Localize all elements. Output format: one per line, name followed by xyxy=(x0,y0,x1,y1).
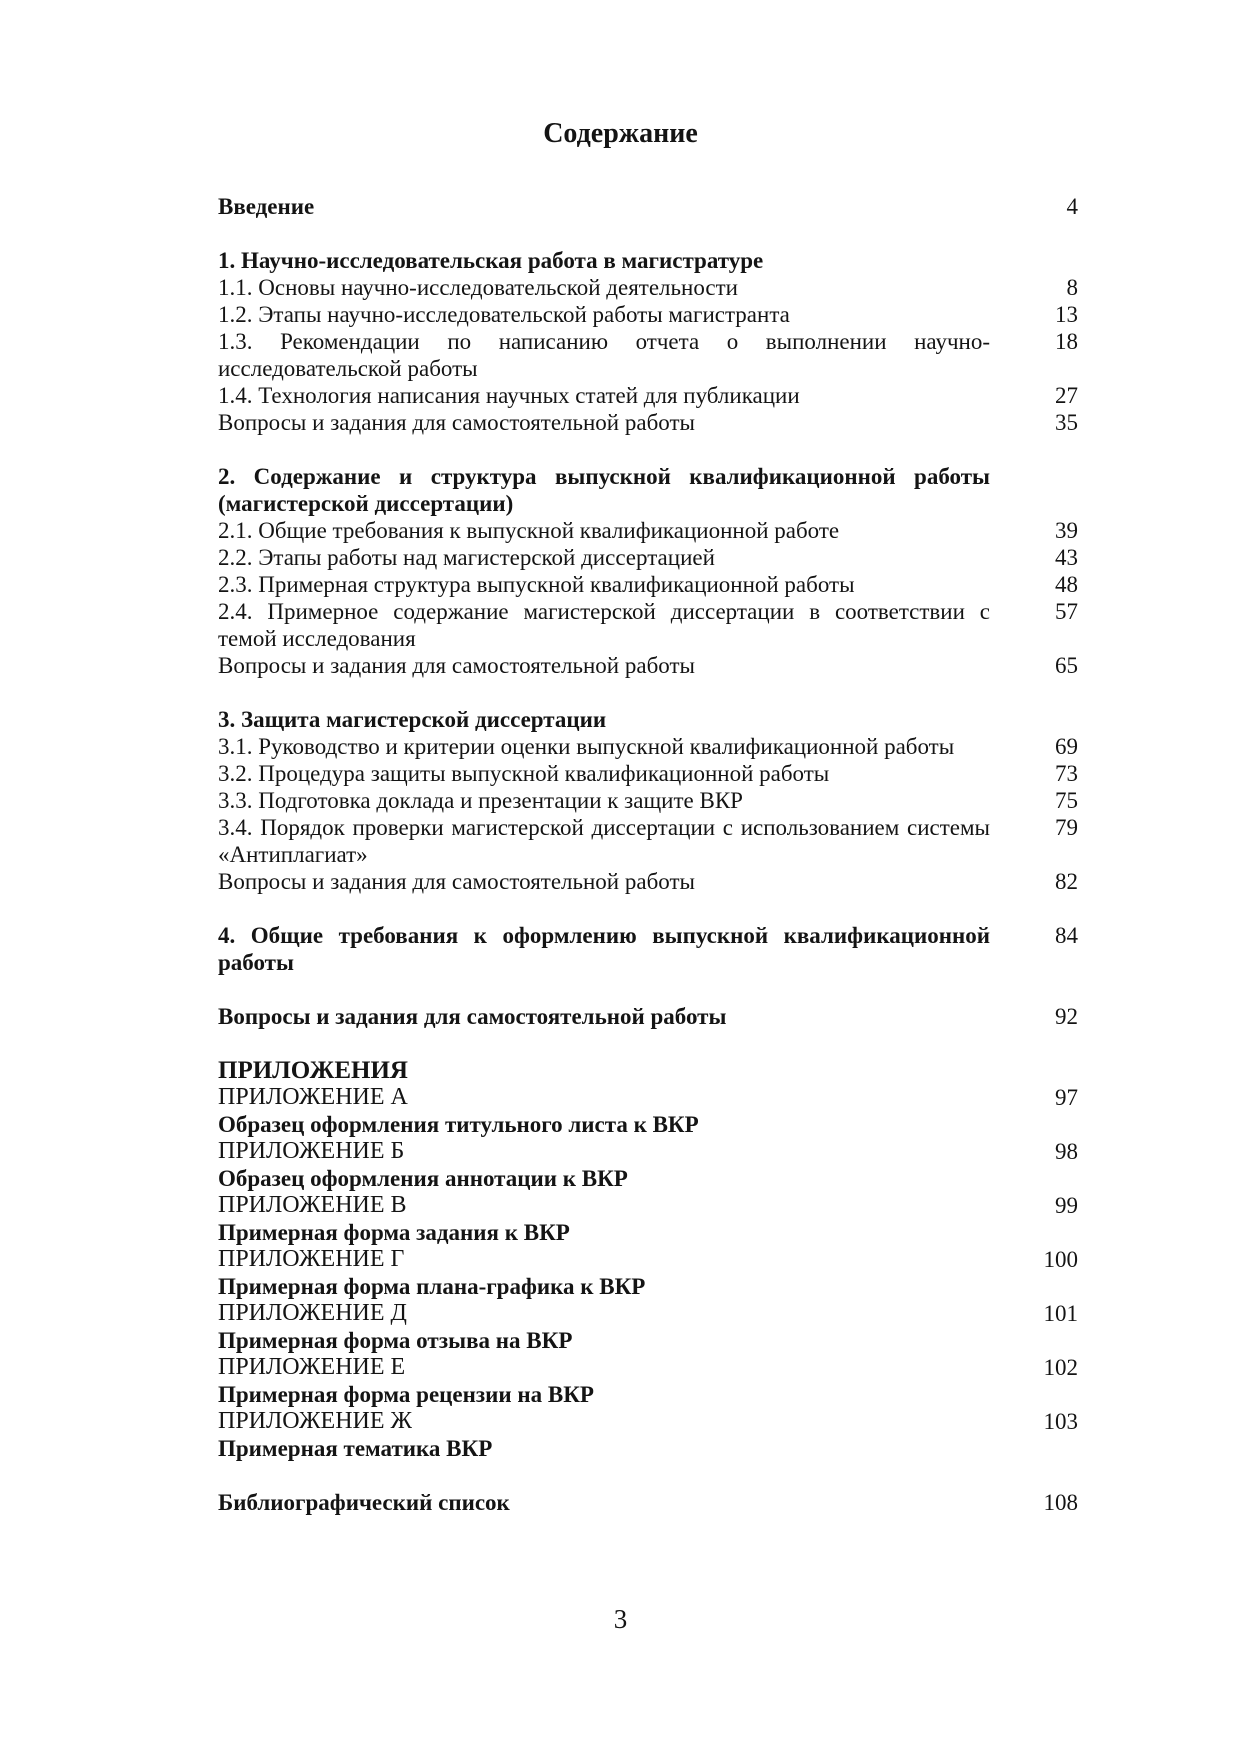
toc-spacer xyxy=(218,895,1078,922)
page-number: 3 xyxy=(613,1604,628,1634)
toc-entry-title: 1.1. Основы научно-исследовательской деятельности xyxy=(218,275,738,300)
toc-entry[interactable] xyxy=(218,544,1078,571)
toc-entry[interactable] xyxy=(218,706,1078,733)
toc-entry-title: Примерная тематика ВКР xyxy=(218,1436,493,1461)
toc-entry-title: 1.2. Этапы научно-исследовательской работы магистранта xyxy=(218,302,790,327)
toc-entry-title: ПРИЛОЖЕНИЕ Г xyxy=(218,1246,405,1272)
toc-entry[interactable] xyxy=(218,652,1078,679)
toc-entry[interactable] xyxy=(218,1435,1078,1462)
toc-entry[interactable] xyxy=(218,193,1078,220)
toc-entry-title: Вопросы и задания для самостоятельной работы xyxy=(218,1004,727,1029)
toc-entry[interactable] xyxy=(218,1084,1078,1111)
toc-entry[interactable] xyxy=(218,598,1078,652)
toc-entry-title: 3.1. Руководство и критерии оценки выпускной квалификационной работы xyxy=(218,734,955,759)
toc-entry[interactable] xyxy=(218,1219,1078,1246)
toc-entry-title: Образец оформления титульного листа к ВКР xyxy=(218,1112,699,1137)
toc-entry[interactable] xyxy=(218,1354,1078,1381)
toc-spacer xyxy=(218,220,1078,247)
toc-entry-title: ПРИЛОЖЕНИЕ Д xyxy=(218,1300,407,1326)
toc-entry-title: 3.3. Подготовка доклада и презентации к защите ВКР xyxy=(218,788,743,813)
toc-entry[interactable] xyxy=(218,1003,1078,1030)
toc-entry-title: 1.4. Технология написания научных статей для публикации xyxy=(218,383,800,408)
toc-entry-title: Образец оформления аннотации к ВКР xyxy=(218,1166,628,1191)
toc-entry-title: ПРИЛОЖЕНИЯ xyxy=(218,1057,408,1084)
toc-entry-title: Вопросы и задания для самостоятельной работы xyxy=(218,410,695,435)
toc-entry[interactable] xyxy=(218,463,1078,517)
toc-entry-page: 8 xyxy=(1066,275,1078,300)
toc-entry[interactable] xyxy=(218,1408,1078,1435)
toc-spacer xyxy=(218,1462,1078,1489)
toc-spacer xyxy=(218,436,1078,463)
toc-entry-title: 1. Научно-исследовательская работа в магистратуре xyxy=(218,248,764,273)
toc-entry-page: 82 xyxy=(1055,869,1078,894)
toc-entry-page: 79 xyxy=(1055,815,1078,840)
toc-entry-page: 13 xyxy=(1055,302,1078,327)
toc-entry-page: 4 xyxy=(1066,194,1078,219)
toc-entry-page: 101 xyxy=(1043,1301,1078,1326)
toc-entry[interactable] xyxy=(218,1138,1078,1165)
toc-entry-title: Введение xyxy=(218,194,315,219)
toc-entry[interactable] xyxy=(218,868,1078,895)
toc-entry[interactable] xyxy=(218,1192,1078,1219)
toc-entry-page: 98 xyxy=(1055,1139,1078,1164)
toc-entry-page: 100 xyxy=(1043,1247,1078,1272)
toc-entry-title: ПРИЛОЖЕНИЕ А xyxy=(218,1084,408,1110)
toc-spacer xyxy=(218,976,1078,1003)
toc-entry-title: 4. Общие требования к оформлению выпускной квалификационной работы xyxy=(218,923,990,975)
toc-entry-title: ПРИЛОЖЕНИЕ Е xyxy=(218,1354,406,1380)
toc-entry-title: 3. Защита магистерской диссертации xyxy=(218,707,607,732)
toc-entry[interactable] xyxy=(218,814,1078,868)
toc-entry[interactable] xyxy=(218,1246,1078,1273)
toc-entry-page: 65 xyxy=(1055,653,1078,678)
toc-spacer xyxy=(218,1030,1078,1057)
toc-entry-title: Примерная форма плана-графика к ВКР xyxy=(218,1274,646,1299)
toc-entry[interactable] xyxy=(218,1381,1078,1408)
toc-entry-title: 2.3. Примерная структура выпускной квалификационной работы xyxy=(218,572,855,597)
toc-entry-page: 43 xyxy=(1055,545,1078,570)
toc-entry-title: Вопросы и задания для самостоятельной работы xyxy=(218,869,695,894)
toc-entry-title: Примерная форма задания к ВКР xyxy=(218,1220,570,1245)
toc-entry-title: ПРИЛОЖЕНИЕ В xyxy=(218,1192,407,1218)
toc-entry[interactable] xyxy=(218,1327,1078,1354)
toc-entry-page: 73 xyxy=(1055,761,1078,786)
toc-entry[interactable] xyxy=(218,1273,1078,1300)
toc-entry-title: Примерная форма рецензии на ВКР xyxy=(218,1382,594,1407)
toc-spacer xyxy=(218,679,1078,706)
toc-entry[interactable] xyxy=(218,301,1078,328)
toc-entry[interactable] xyxy=(218,1300,1078,1327)
toc-entry-page: 75 xyxy=(1055,788,1078,813)
toc-entry[interactable] xyxy=(218,760,1078,787)
table-of-contents xyxy=(218,193,1078,1516)
toc-entry[interactable] xyxy=(218,409,1078,436)
toc-entry-page: 48 xyxy=(1055,572,1078,597)
toc-entry[interactable] xyxy=(218,922,1078,976)
toc-entry-title: 3.2. Процедура защиты выпускной квалификационной работы xyxy=(218,761,830,786)
toc-entry-title: 2.4. Примерное содержание магистерской диссертации в соответствии с темой исследования xyxy=(218,599,990,651)
toc-entry[interactable] xyxy=(218,517,1078,544)
toc-entry-title: ПРИЛОЖЕНИЕ Ж xyxy=(218,1408,413,1434)
toc-entry[interactable] xyxy=(218,1165,1078,1192)
toc-entry-title: 1.3. Рекомендации по написанию отчета о выполнении научно-исследовательской работы xyxy=(218,329,990,381)
toc-entry-title: 2. Содержание и структура выпускной квалификационной работы (магистерской диссертации) xyxy=(218,464,990,516)
toc-entry-title: 2.2. Этапы работы над магистерской диссертацией xyxy=(218,545,715,570)
toc-entry[interactable] xyxy=(218,247,1078,274)
toc-entry-page: 99 xyxy=(1055,1193,1078,1218)
page-title: Содержание xyxy=(543,118,698,149)
toc-entry-page: 97 xyxy=(1055,1085,1078,1110)
toc-entry-page: 57 xyxy=(1055,599,1078,624)
toc-entry-page: 102 xyxy=(1043,1355,1078,1380)
toc-entry-title: Библиографический список xyxy=(218,1490,510,1515)
toc-entry[interactable] xyxy=(218,571,1078,598)
toc-entry-title: Примерная форма отзыва на ВКР xyxy=(218,1328,573,1353)
toc-entry[interactable] xyxy=(218,1489,1078,1516)
toc-entry-page: 27 xyxy=(1055,383,1078,408)
toc-entry-page: 39 xyxy=(1055,518,1078,543)
toc-entry[interactable] xyxy=(218,787,1078,814)
toc-entry[interactable] xyxy=(218,274,1078,301)
toc-entry-title: 3.4. Порядок проверки магистерской диссертации с использованием системы «Антиплагиат» xyxy=(218,815,990,867)
toc-entry-title: ПРИЛОЖЕНИЕ Б xyxy=(218,1138,405,1164)
toc-entry[interactable] xyxy=(218,382,1078,409)
toc-entry[interactable] xyxy=(218,1111,1078,1138)
toc-entry-page: 108 xyxy=(1043,1490,1078,1515)
toc-entry[interactable] xyxy=(218,733,1078,760)
toc-entry-page: 103 xyxy=(1043,1409,1078,1434)
toc-entry[interactable] xyxy=(218,328,1078,382)
toc-entry-page: 84 xyxy=(1055,923,1078,948)
toc-entry-page: 69 xyxy=(1055,734,1078,759)
toc-entry-page: 35 xyxy=(1055,410,1078,435)
toc-entry-title: Вопросы и задания для самостоятельной работы xyxy=(218,653,695,678)
toc-entry[interactable] xyxy=(218,1057,1078,1084)
toc-entry-title: 2.1. Общие требования к выпускной квалификационной работе xyxy=(218,518,840,543)
toc-entry-page: 92 xyxy=(1055,1004,1078,1029)
toc-entry-page: 18 xyxy=(1055,329,1078,354)
